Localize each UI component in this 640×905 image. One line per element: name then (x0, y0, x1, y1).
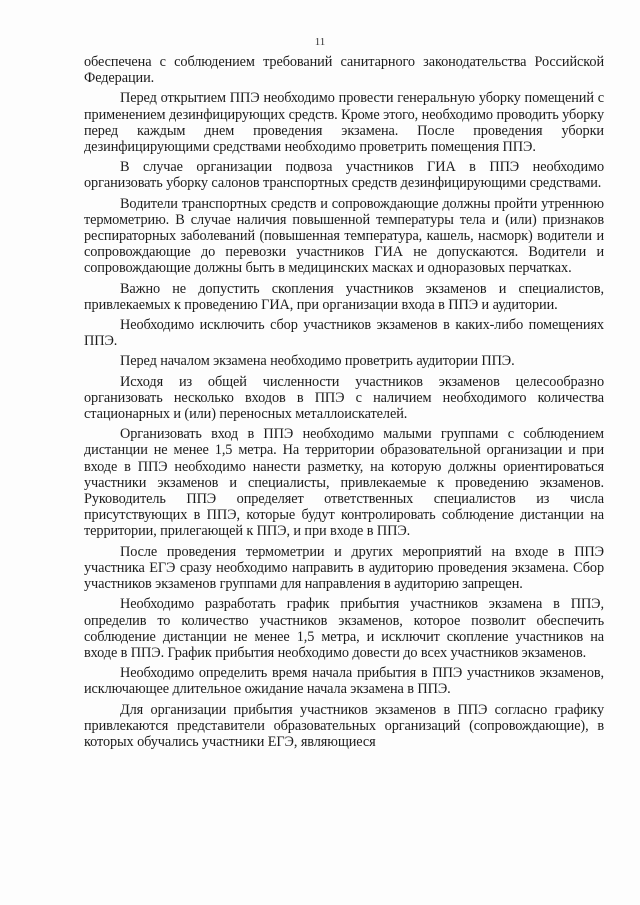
paragraph-general-cleaning: Перед открытием ППЭ необходимо провести генеральную уборку помещений с применением дезинфицирующих средств. Кроме этого, необходимо проводить уборку перед каждым днем проведения экзамена. После проведения уборки дезинфицирующими средствами необходимо проветрить помещения ППЭ. (84, 90, 604, 156)
paragraph-direct-to-auditorium: После проведения термометрии и других мероприятий на входе в ППЭ участника ЕГЭ сразу необходимо направить в аудиторию проведения экзамена. Сбор участников экзаменов группами для направления в аудиторию запрещен. (84, 543, 604, 593)
paragraph-sanitary-continuation: обеспечена с соблюдением требований санитарного законодательства Российской Федерации. (84, 54, 604, 87)
page-number: 11 (314, 36, 326, 48)
paragraph-ventilate-rooms: Перед началом экзамена необходимо проветрить аудитории ППЭ. (120, 353, 515, 370)
paragraph-vehicle-cleaning: В случае организации подвоза участников ГИА в ППЭ необходимо организовать уборку салонов транспортных средств дезинфицирующими средствами. (84, 159, 604, 192)
document-body (84, 54, 604, 754)
paragraph-no-gathering: Необходимо исключить сбор участников экзаменов в каких-либо помещениях ППЭ. (84, 317, 604, 350)
paragraph-avoid-crowding: Важно не допустить скопления участников экзаменов и специалистов, привлекаемых к проведению ГИА, при организации входа в ППЭ и аудитории. (84, 280, 604, 313)
paragraph-multiple-entrances: Исходя из общей численности участников экзаменов целесообразно организовать несколько входов в ППЭ с наличием необходимого количества стационарных и (или) переносных металлоискателей. (84, 373, 604, 423)
paragraph-small-groups-entry: Организовать вход в ППЭ необходимо малыми группами с соблюдением дистанции не менее 1,5 метра. На территории образовательной организации и при входе в ППЭ необходимо нанести разметку, на которую должны ориентироваться участники экзаменов и специалисты, привлекаемые к проведению экзаменов. Руководитель ППЭ определяет ответственных специалистов из числа присутствующих в ППЭ, которые будут контролировать соблюдение дистанции на территории, прилегающей к ППЭ, и при входе в ППЭ. (84, 426, 604, 540)
paragraph-arrival-time: Необходимо определить время начала прибытия в ППЭ участников экзаменов, исключающее длительное ожидание начала экзамена в ППЭ. (84, 665, 604, 698)
paragraph-escorts: Для организации прибытия участников экзаменов в ППЭ согласно графику привлекаются представители образовательных организаций (сопровождающие), в которых обучались участники ЕГЭ, являющиеся (84, 701, 604, 750)
paragraph-driver-thermometry: Водители транспортных средств и сопровождающие должны пройти утреннюю термометрию. В случае наличия повышенной температуры тела и (или) признаков респираторных заболеваний (повышенная температура, кашель, насморк) водители и сопровождающие до перевозки участников ГИА не допускаются. Водители и сопровождающие должны быть в медицинских масках и одноразовых перчатках. (84, 195, 604, 277)
paragraph-arrival-schedule: Необходимо разработать график прибытия участников экзамена в ППЭ, определив то количество участников экзаменов, которое позволит обеспечить соблюдение дистанции не менее 1,5 метра, и исключит скопление участников на входе в ППЭ. График прибытия необходимо довести до всех участников экзаменов. (84, 596, 604, 661)
